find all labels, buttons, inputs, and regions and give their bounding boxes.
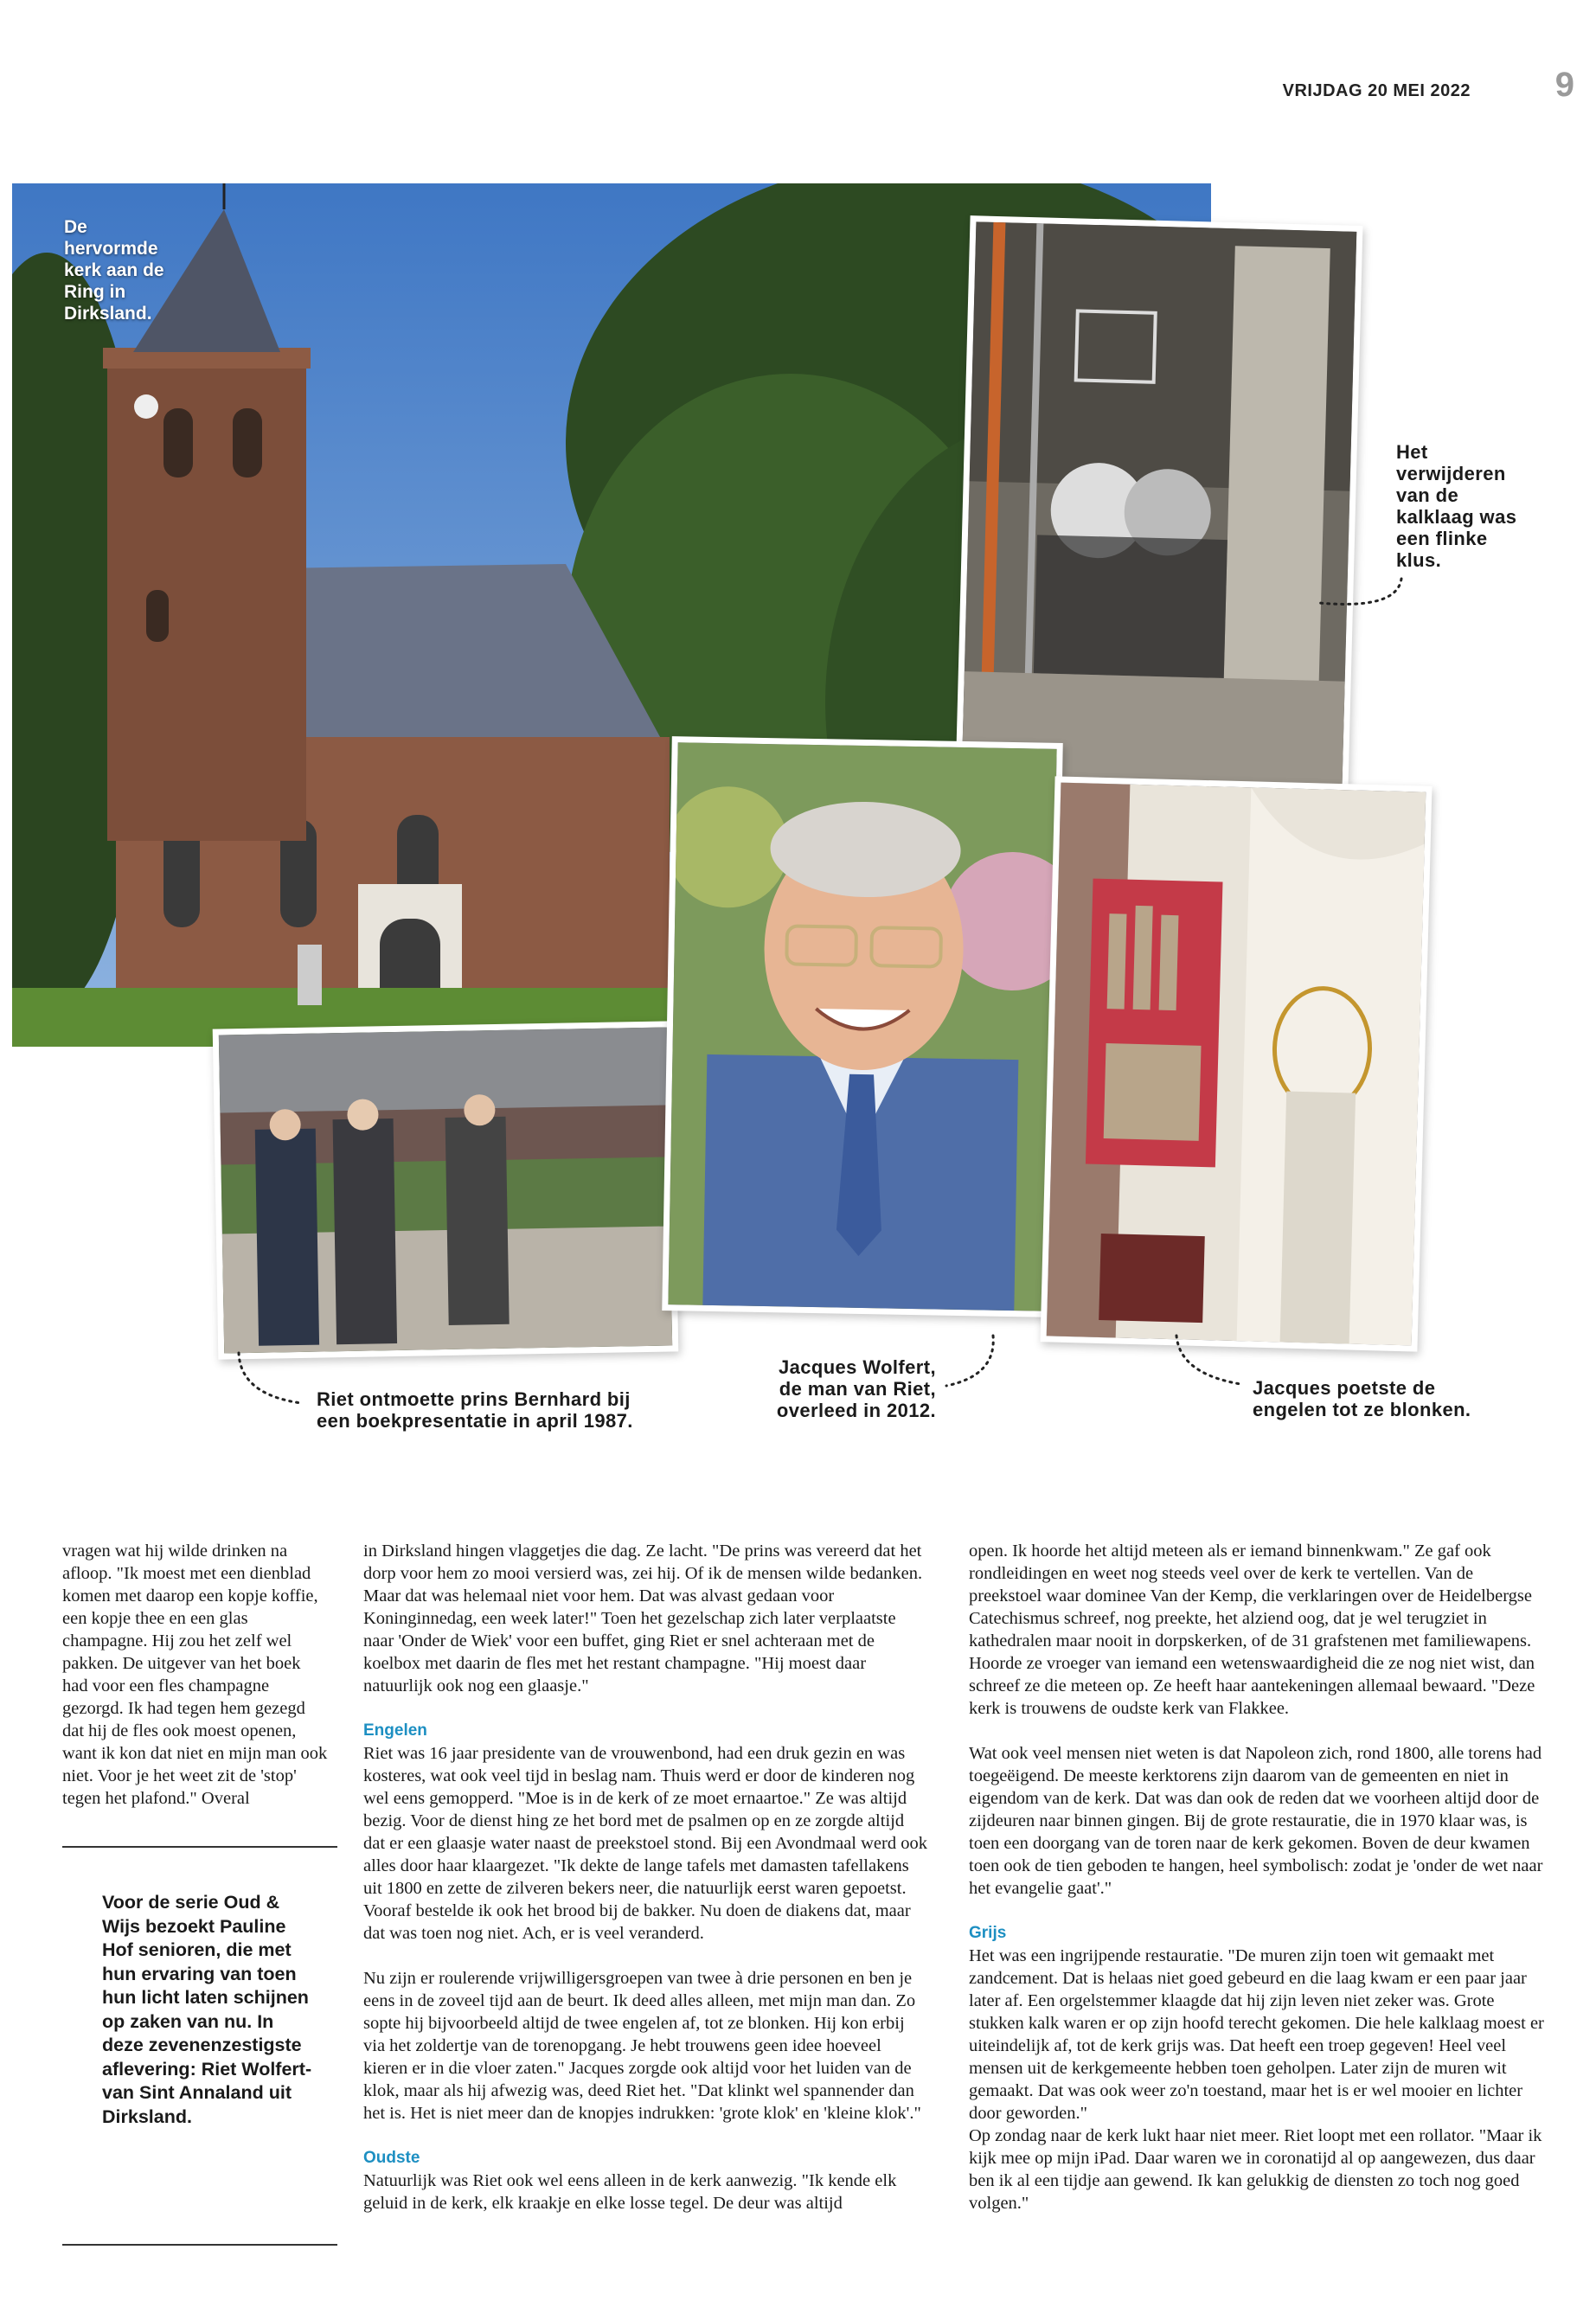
article-paragraph: vragen wat hij wilde drinken na afloop. "Ik moest met een dienblad komen met daarop een kopje koffie, een kopje thee en een glas champagne. Hij zou het zelf wel pakken. De uitgever van het boek had voor een fles champagne gezorgd. Ik had tegen hem gezegd dat hij de fles ook moest openen, want ik kon dat niet en mijn man ook niet. Voor je het weet zit de 'stop' tegen het plafond." Overal <box>62 1541 328 1808</box>
scaffolding-caption: Het verwijderen van de kalklaag was een flinke klus. <box>1396 441 1517 571</box>
organ-photo <box>1047 783 1426 1346</box>
article-paragraph: Riet was 16 jaar presidente van de vrouwenbond, had een druk gezin en was kosteres, wat ook veel tijd in beslag nam. Thuis werd er door de kinderen nog wel eens gemopperd. "Moe is in de kerk of ze moet ernaartoe." Ze was altijd bezig. Voor de dienst hing ze het bord met de psalmen op en ze zorgde altijd dat er een glaasje water naast de preekstoel stond. Bij een Avondmaal werd ook alles door haar klaargezet. "Ik dekte de lange tafels met damasten tafellakens uit 1800 en zette de zilveren bekers neer, die natuurlijk eerst waren gepoetst. Vooraf bestelde ik ook het brood bij de bakker. Nu doen de diakens dat, maar dat was toen nog niet. Ach, er is veel veranderd. <box>363 1744 927 1943</box>
portrait-illustration <box>668 742 1056 1311</box>
subhead-grijs: Grijs <box>969 1924 1007 1942</box>
article-paragraph: Natuurlijk was Riet ook wel eens alleen in de kerk aanwezig. "Ik kende elk geluid in de kerk, elk kraakje en elke losse tegel. De deur was altijd <box>363 2171 897 2213</box>
organ-caption-pointer <box>1170 1332 1247 1393</box>
scaffolding-photo <box>962 221 1357 785</box>
organ-illustration <box>1047 783 1426 1346</box>
bernhard-caption-pointer <box>232 1349 310 1410</box>
page-number: 9 <box>1554 66 1574 104</box>
organ-caption: Jacques poetste de engelen tot ze blonken. <box>1253 1377 1471 1420</box>
article-paragraph: open. Ik hoorde het altijd meteen als er iemand binnenkwam." Ze gaf ook rondleidingen en weet nog steeds veel over de kerk te vertellen. Van de preekstoel waar dominee Van der Kemp, die verklaringen over de Heidelbergse Catechismus schreef, nog preekte, het alziend oog, dat je wel terugziet in kathedralen maar nooit in dorpskerken, of de 31 grafstenen met familiewapens. Hoorde ze vroeger van iemand een wetenswaardigheid die ze nog niet wist, dan schreef ze die meteen op. Ze heeft haar aantekeningen allemaal bewaard. "Deze kerk is trouwens de oudste kerk van Flakkee. <box>969 1541 1535 1718</box>
article-column-1 <box>62 1540 330 1832</box>
article-paragraph: Het was een ingrijpende restauratie. "De muren zijn toen wit gemaakt met zandcement. Dat is helaas niet goed gebeurd en die laag kwam er een paar jaar later af. Een orgelstemmer klaagde dat hij zijn leven niet zeker was. Grote stukken kalk waren er op zijn hoofd terecht gekomen. Die hele kalklaag moest er uiteindelijk af, tot de kerk grijs was. Dat heeft een troep gegeven! Heel veel mensen uit de kerkgemeente hebben toen geholpen. Later zijn de muren wit gemaakt. Dat was ook weer zo'n toestand, maar het is er wel mooier en lichter door geworden." <box>969 1946 1544 2123</box>
bernhard-photo <box>219 1028 672 1354</box>
article-paragraph: Nu zijn er roulerende vrijwilligersgroepen van twee à drie personen en ben je eens in de zoveel tijd aan de beurt. Ik deed alles alleen, met mijn man dan. Zo sopte hij bijvoorbeeld altijd de twee engelen af, tot ze blonken. Hij kon erbij via het zoldertje van de torenopgang. Je hebt trouwens geen idee hoeveel kieren er in die vloer zaten." Jacques zorgde ook altijd voor het luiden van de klok, maar als hij afwezig was, deed Riet het. "Dat klinkt wel spannender dan het is. Het is niet meer dan de knopjes indrukken: 'grote klok' en 'kleine klok'." <box>363 1969 921 2123</box>
series-box-bottom-rule <box>62 2244 337 2246</box>
article-paragraph: Op zondag naar de kerk lukt haar niet meer. Riet loopt met een rollator. "Maar ik kijk mee op mijn iPad. Daar waren we in coronatijd al op aangewezen, dus daar ben ik al een tijdje aan gewend. Ik kan gelukkig de diensten zo toch nog goed volgen." <box>969 2126 1542 2213</box>
bernhard-illustration <box>219 1028 672 1354</box>
subhead-oudste: Oudste <box>363 2149 420 2167</box>
portrait-caption-pointer <box>941 1332 1002 1393</box>
series-box: Voor de serie Oud & Wijs bezoekt Pauline Hof senioren, die met hun ervaring van toen hun licht laten schijnen op zaken van nu. In deze zevenenzestigste aflevering: Riet Wolfert-van Sint Annaland uit Dirksland. <box>102 1892 312 2127</box>
church-caption: De hervormde kerk aan de Ring in Dirksland. <box>64 217 164 324</box>
subhead-engelen: Engelen <box>363 1721 427 1740</box>
scaffolding-caption-pointer <box>1315 575 1410 619</box>
series-box-top-rule <box>62 1846 337 1848</box>
scaffolding-illustration <box>962 221 1357 785</box>
article-paragraph: Wat ook veel mensen niet weten is dat Napoleon zich, rond 1800, alle torens had toegeëigend. De meeste kerktorens zijn daarom van de gemeenten en niet in eigendom van de kerk. Dat was dan ook de reden dat we voorheen altijd door de zijdeuren naar binnen gingen. Bij de grote restauratie, die in 1970 klaar was, is toen een doorgang van de toren naar de kerk gekomen. Boven de deur kwamen toen ook de tien geboden te hangen, heel symbolisch: zodat je 'onder de wet naar het evangelie gaat'." <box>969 1744 1543 1898</box>
article-paragraph: in Dirksland hingen vlaggetjes die dag. Ze lacht. "De prins was vereerd dat het dorp voor hem zo mooi versierd was, zei hij. Of ik de mensen wilde bedanken. Maar dat was helemaal niet voor hem. Dat was alvast gedaan voor Koninginnedag, een week later!" Toen het gezelschap zich later verplaatste naar 'Onder de Wiek' voor een buffet, ging Riet er snel achteraan met de koelbox met daarin de fles met het restant champagne. "Hij moest daar natuurlijk ook nog een glaasje." <box>363 1541 923 1695</box>
article-column-3 <box>969 1540 1544 2237</box>
issue-date: VRIJDAG 20 MEI 2022 <box>1282 81 1471 100</box>
article-column-2 <box>363 1540 930 2237</box>
bernhard-caption: Riet ontmoette prins Bernhard bij een boekpresentatie in april 1987. <box>317 1388 633 1432</box>
portrait-photo <box>668 742 1056 1311</box>
portrait-caption: Jacques Wolfert, de man van Riet, overleed in 2012. <box>776 1356 936 1421</box>
